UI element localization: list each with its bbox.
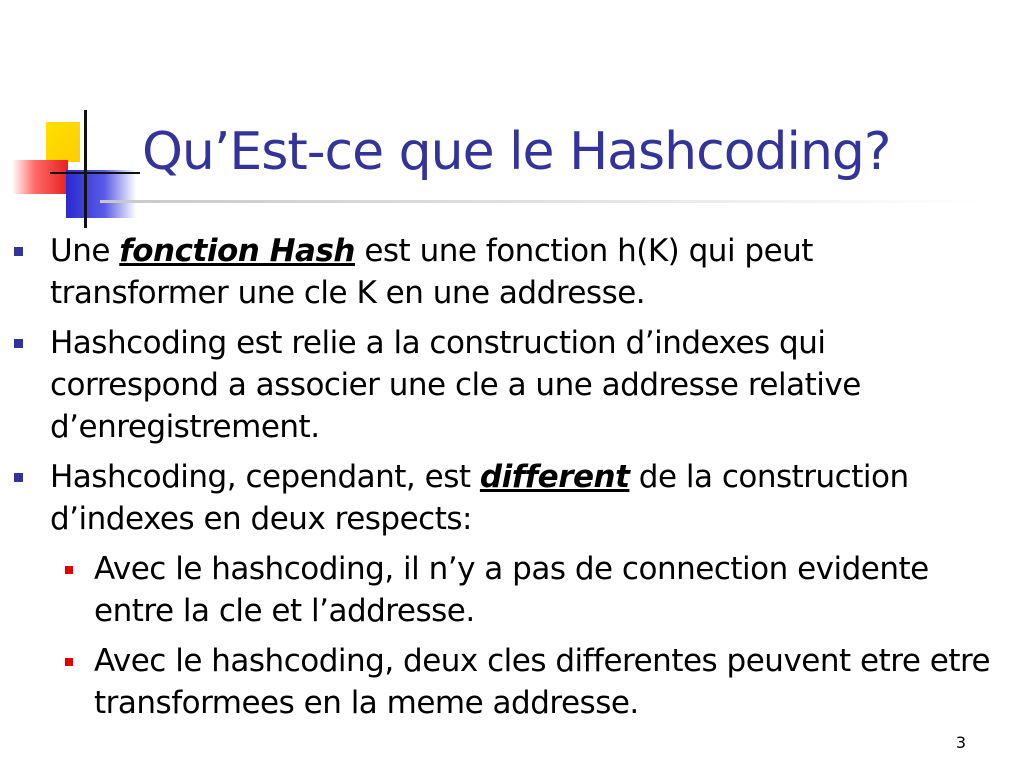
square-bullet-icon <box>14 339 23 348</box>
sub-bullet-2-text: Avec le hashcoding, deux cles differentes peuvent etre etre transformees en la meme addresse. <box>94 643 991 721</box>
square-bullet-icon <box>14 247 23 256</box>
title-underline-rule <box>100 200 980 203</box>
sub-bullet-1-text: Avec le hashcoding, il n’y a pas de connection evidente entre la cle et l’addresse. <box>94 551 929 629</box>
bullet-3-emphasis: different <box>479 459 630 495</box>
bullet-1-emphasis: fonction Hash <box>119 233 355 269</box>
bullet-item-1 <box>0 230 1000 314</box>
decoration-red-square <box>12 160 68 194</box>
red-square-bullet-icon <box>65 566 73 574</box>
page-number: 3 <box>955 733 966 752</box>
decoration-vertical-line <box>84 110 87 228</box>
bullet-3-post: de la construction d’indexes en deux respects: <box>50 459 909 537</box>
square-bullet-icon <box>14 473 23 482</box>
decoration-blue-square <box>66 170 136 218</box>
bullet-3-pre: Hashcoding, cependant, est <box>50 459 480 495</box>
slide-decoration-logo <box>0 0 140 230</box>
sub-bullet-item-2 <box>0 640 1004 724</box>
sub-bullet-item-1 <box>0 548 1004 632</box>
red-square-bullet-icon <box>65 658 73 666</box>
slide-body <box>0 230 1024 732</box>
bullet-item-3 <box>0 456 1000 540</box>
decoration-horizontal-line <box>50 172 140 174</box>
bullet-2-text: Hashcoding est relie a la construction d’indexes qui correspond a associer une cle a une addresse relative d’enregistrement. <box>50 325 861 445</box>
bullet-item-2 <box>0 322 1000 448</box>
bullet-1-post: est une fonction h(K) qui peut transformer une cle K en une addresse. <box>50 233 813 311</box>
bullet-1-pre: Une <box>50 233 120 269</box>
slide-title: Qu’Est-ce que le Hashcoding? <box>142 122 891 182</box>
decoration-yellow-square <box>46 122 80 162</box>
